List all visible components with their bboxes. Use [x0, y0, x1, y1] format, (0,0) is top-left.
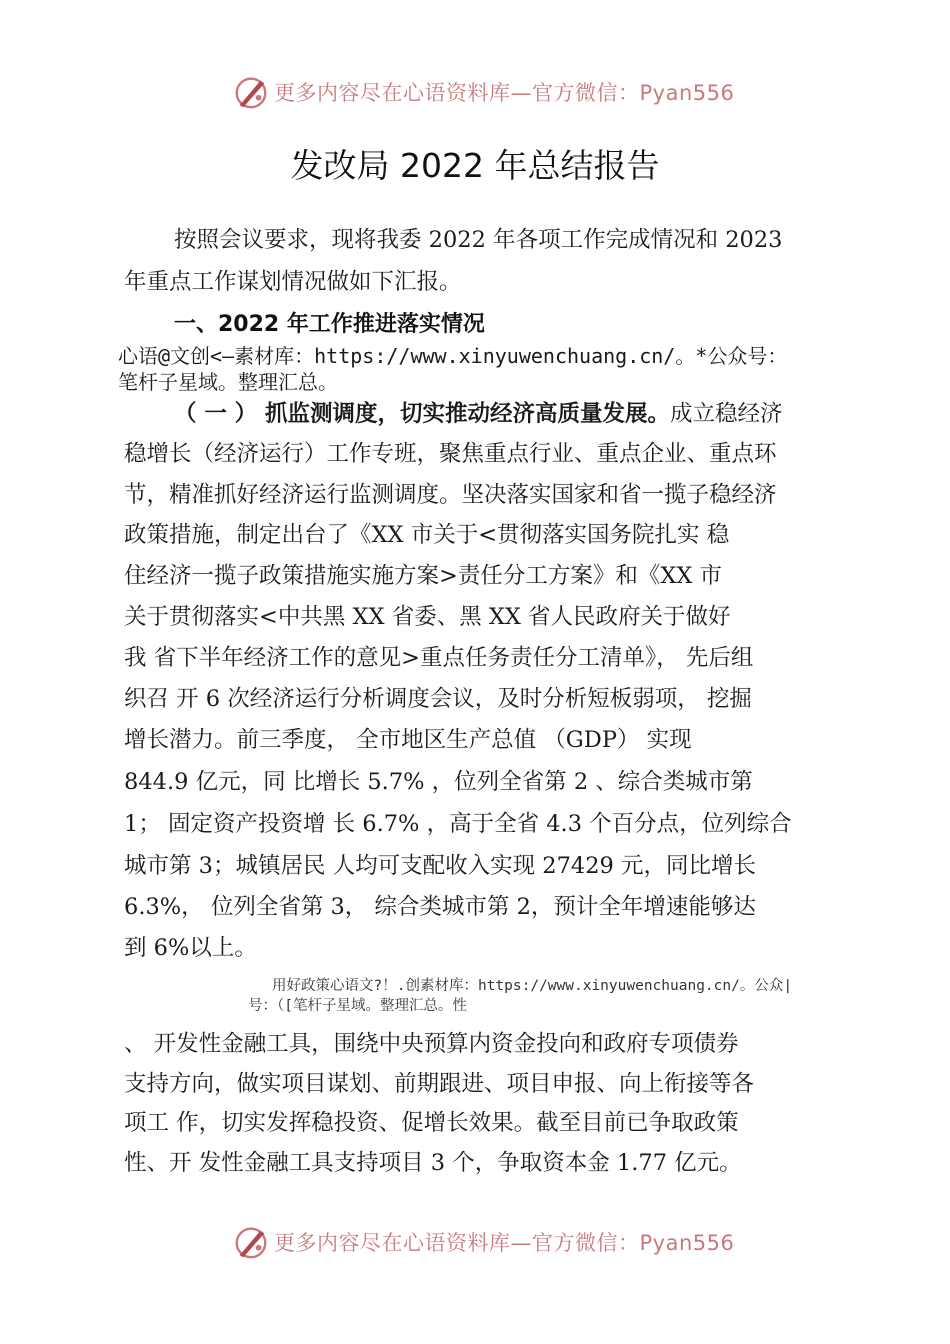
pen-circle-logo-icon [232, 1223, 270, 1261]
body-line: 节，精准抓好经济运行监测调度。坚决落实国家和省一揽子稳经济 [124, 482, 777, 508]
body-line: 844.9 亿元，同 比增长 5.7% ，位列全省第 2 、综合类城市第 [124, 769, 753, 795]
watermark-line: 心语@文创<—素材库：https://www.xinyuwenchuang.cn/。*公众号： [118, 344, 788, 368]
subsection-text: 成立稳经济 [670, 401, 783, 427]
body-line: 6.3%， 位列全省第 3， 综合类城市第 2，预计全年增速能够达 [124, 894, 756, 920]
body-line: 性、开 发性金融工具支持项目 3 个，争取资本金 1.77 亿元。 [124, 1150, 742, 1176]
body-line: 支持方向，做实项目谋划、前期跟进、项目申报、向上衔接等各 [124, 1071, 755, 1097]
body-line: 、 开发性金融工具，围绕中央预算内资金投向和政府专项债券 [124, 1031, 739, 1057]
section-heading: 一、2022 年工作推进落实情况 [174, 312, 485, 337]
watermark-line: 号：（[笔杆子星域。整理汇总。性 [248, 998, 467, 1014]
banner-text: 更多内容尽在心语资料库—官方微信：Pyan556 [274, 1231, 735, 1255]
subsection-first-line [174, 396, 783, 428]
banner-text: 更多内容尽在心语资料库—官方微信：Pyan556 [274, 81, 735, 105]
body-line: 增长潜力。前三季度， 全市地区生产总值 （GDP） 实现 [124, 727, 692, 753]
body-line: 住经济一揽子政策措施实施方案>责任分工方案》和《XX 市 [124, 563, 723, 589]
body-line: 我 省下半年经济工作的意见>重点任务责任分工清单》， 先后组 [124, 645, 754, 671]
intro-line: 按照会议要求，现将我委 2022 年各项工作完成情况和 2023 [174, 227, 783, 253]
body-line: 到 6%以上。 [124, 935, 257, 961]
body-line: 织召 开 6 次经济运行分析调度会议，及时分析短板弱项， 挖掘 [124, 686, 752, 712]
body-line: 城市第 3；城镇居民 人均可支配收入实现 27429 元，同比增长 [124, 853, 757, 879]
watermark-line: 用好政策心语文?！.创素材库：https://www.xinyuwenchuang.cn/。公众| [272, 978, 793, 994]
header-banner [232, 72, 734, 112]
body-line: 1； 固定资产投资增 长 6.7% ，高于全省 4.3 个百分点，位列综合 [124, 811, 792, 837]
watermark-line: 笔杆子星域。整理汇总。 [118, 370, 338, 394]
body-line: 稳增长（经济运行）工作专班，聚焦重点行业、重点企业、重点环 [124, 441, 777, 467]
footer-banner [232, 1222, 734, 1262]
body-line: 政策措施，制定出台了《XX 市关于<贯彻落实国务院扎实 稳 [124, 522, 730, 548]
page-title: 发改局 2022 年总结报告 [290, 146, 660, 185]
body-line: 项工 作，切实发挥稳投资、促增长效果。截至目前已争取政策 [124, 1110, 739, 1136]
pen-circle-logo-icon [232, 73, 270, 111]
subsection-heading: （ 一 ） 抓监测调度，切实推动经济高质量发展。 [174, 401, 671, 427]
body-line: 关于贯彻落实<中共黑 XX 省委、黑 XX 省人民政府关于做好 [124, 604, 731, 630]
intro-line: 年重点工作谋划情况做如下汇报。 [124, 269, 462, 295]
